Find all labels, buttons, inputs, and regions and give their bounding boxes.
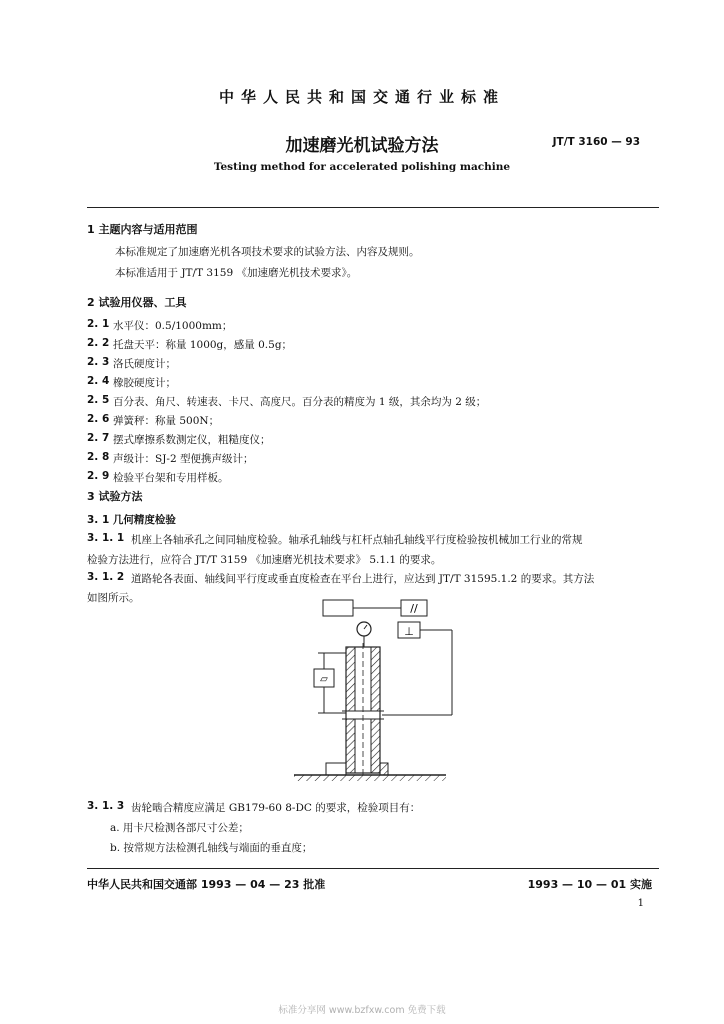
clause-3-1-2-continued: 如图所示。	[87, 592, 140, 604]
section-2-heading: 2 试验用仪器、工具	[87, 296, 187, 309]
list-item-text: 声级计：SJ-2 型便携声级计；	[113, 453, 254, 465]
clause-number: 3. 1. 3	[87, 800, 125, 812]
clause-3-1-1	[87, 532, 583, 547]
list-item-text: 橡胶硬度计；	[113, 377, 176, 389]
clause-3-1-2	[87, 571, 594, 586]
approval-info: 中华人民共和国交通部 1993 — 04 — 23 批准	[87, 878, 326, 891]
list-item-text: 托盘天平：称量 1000g，感量 0.5g；	[113, 339, 293, 351]
list-item	[87, 318, 486, 337]
list-item-number: 2. 1	[87, 318, 110, 330]
list-item	[87, 394, 486, 413]
list-item-number: 2. 2	[87, 337, 110, 349]
clause-text: 齿轮啮合精度应满足 GB179-60 8-DC 的要求，检验项目有：	[131, 802, 421, 814]
list-item-text: 弹簧秤：称量 500N；	[113, 415, 220, 427]
clause-3-1-3-item-b: b. 按常规方法检测孔轴线与端面的垂直度；	[110, 842, 313, 854]
symbol-perpendicular-label: ⊥	[404, 625, 414, 638]
list-item-text: 水平仪：0.5/1000mm；	[113, 320, 233, 332]
page-number: 1	[637, 898, 644, 909]
road-wheel-section	[342, 643, 384, 777]
parallelism-symbol	[323, 600, 427, 616]
list-item	[87, 337, 486, 356]
list-item	[87, 375, 486, 394]
instrument-list	[87, 318, 486, 489]
section-1-paragraph-2: 本标准适用于 JT/T 3159 《加速磨光机技术要求》。	[115, 267, 358, 279]
standard-type-heading: 中华人民共和国交通行业标准	[218, 88, 505, 106]
flatness-symbol	[314, 653, 346, 713]
list-item	[87, 356, 486, 375]
watermark: 标准分享网 www.bzfxw.com 免费下载	[278, 1005, 446, 1016]
clause-text: 机座上各轴承孔之间同轴度检验。轴承孔轴线与杠杆点轴孔轴线平行度检验按机械加工行业的常规	[131, 534, 583, 546]
list-item	[87, 470, 486, 489]
document-subtitle-english: Testing method for accelerated polishing machine	[213, 161, 511, 173]
clause-number: 3. 1. 1	[87, 532, 125, 544]
clause-3-1-1-continued: 检验方法进行，应符合 JT/T 3159 《加速磨光机技术要求》 5.1.1 的要求。	[87, 554, 442, 566]
list-item-text: 洛氏硬度计；	[113, 358, 176, 370]
list-item-number: 2. 7	[87, 432, 110, 444]
section-3-1-heading: 3. 1 几何精度检验	[87, 514, 176, 526]
dial-gauge-icon	[357, 622, 371, 647]
clause-3-1-3-item-a: a. 用卡尺检测各部尺寸公差；	[110, 822, 249, 834]
effective-date: 1993 — 10 — 01 实施	[527, 878, 652, 891]
symbol-flatness-label: ▱	[320, 674, 328, 685]
list-item-number: 2. 3	[87, 356, 110, 368]
section-3-heading: 3 试验方法	[87, 490, 143, 503]
clause-text: 道路轮各表面、轴线间平行度或垂直度检查在平台上进行，应达到 JT/T 31595.1.2 的要求。其方法	[131, 573, 595, 585]
section-1-paragraph-1: 本标准规定了加速磨光机各项技术要求的试验方法、内容及规则。	[115, 246, 420, 258]
list-item-number: 2. 6	[87, 413, 110, 425]
clause-number: 3. 1. 2	[87, 571, 125, 583]
perpendicularity-symbol	[382, 622, 452, 715]
list-item-number: 2. 4	[87, 375, 110, 387]
symbol-parallel-label: //	[410, 602, 418, 615]
header-divider	[87, 207, 659, 208]
inspection-platform	[294, 775, 446, 781]
list-item	[87, 413, 486, 432]
document-title: 加速磨光机试验方法	[285, 136, 439, 156]
list-item-text: 百分表、角尺、转速表、卡尺、高度尺。百分表的精度为 1 级，其余均为 2 级；	[113, 396, 487, 408]
list-item	[87, 432, 486, 451]
footer-divider	[87, 868, 659, 869]
list-item-number: 2. 8	[87, 451, 110, 463]
list-item-number: 2. 9	[87, 470, 110, 482]
clause-3-1-3	[87, 800, 420, 815]
list-item-number: 2. 5	[87, 394, 110, 406]
standard-code: JT/T 3160 — 93	[552, 136, 640, 148]
list-item-text: 检验平台架和专用样板。	[113, 472, 229, 484]
list-item	[87, 451, 486, 470]
list-item-text: 摆式摩擦系数测定仪，粗糙度仪；	[113, 434, 271, 446]
inspection-diagram	[280, 595, 460, 785]
section-1-heading: 1 主题内容与适用范围	[87, 223, 198, 236]
